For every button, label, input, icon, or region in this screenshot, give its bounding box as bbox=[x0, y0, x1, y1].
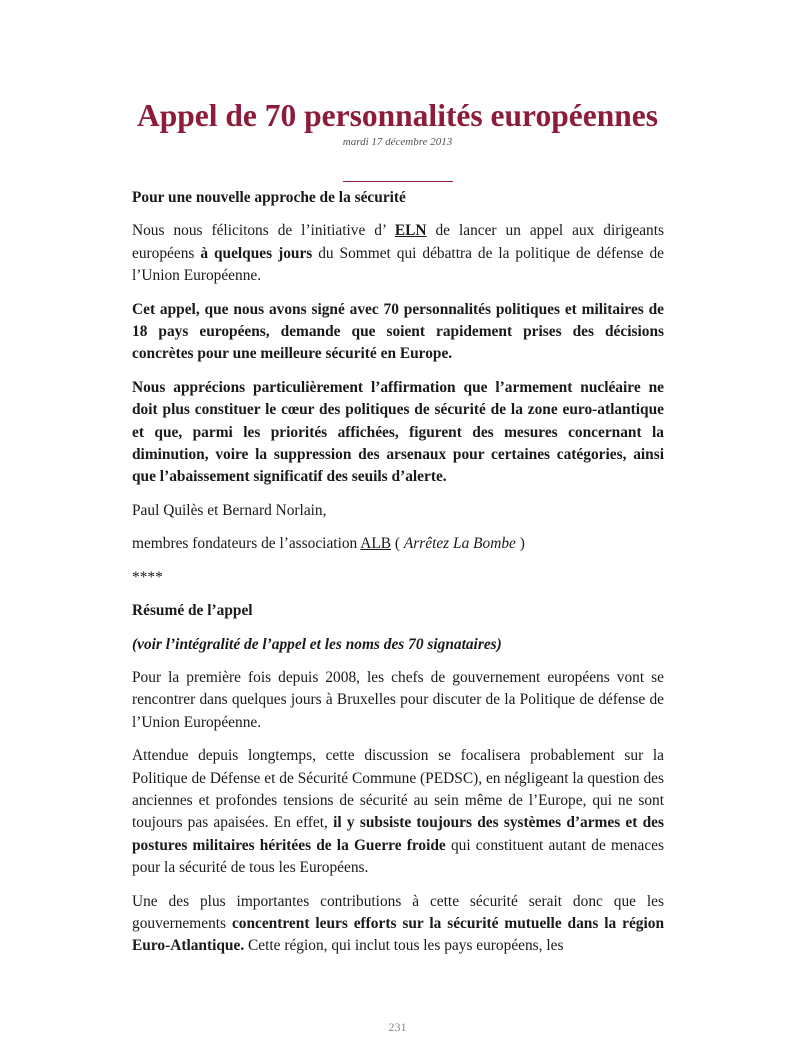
section-heading-summary: Résumé de l’appel bbox=[132, 602, 253, 620]
summary-paragraph-3: Une des plus importantes contributions à cette sécurité serait donc que les gouvernements concentrent leurs efforts sur la sécurité mutuelle dans la région Euro-Atlantique. Cette région, qui inclut tous les pays européens, les bbox=[132, 892, 665, 955]
intro-paragraph-3: Nous apprécions particulièrement l’affirmation que l’armement nucléaire ne doit plus constituer le cœur des politiques de sécurité de la zone euro-atlantique et que, parmi les priorités affichées, figurent des mesures concernant la diminution, voire la suppression des arsenaux pour certaines catégories, ainsi que l’abaissement significatif des seuils d’alerte. bbox=[132, 378, 664, 486]
page-number: 231 bbox=[388, 1020, 407, 1034]
section-heading-intro: Pour une nouvelle approche de la sécurité bbox=[132, 189, 406, 206]
page-title: Appel de 70 personnalités européennes bbox=[137, 98, 658, 133]
signature-line: Paul Quilès et Bernard Norlain, bbox=[132, 501, 327, 519]
members-line: membres fondateurs de l’association ALB ( Arrêtez La Bombe ) bbox=[132, 535, 525, 553]
publication-date: mardi 17 décembre 2013 bbox=[342, 136, 453, 148]
summary-paragraph-2: Attendue depuis longtemps, cette discussion se focalisera probablement sur la Politique de Défense et de Sécurité Commune (PEDSC), en négligeant la question des anciennes et profondes tensions de sécurité au sein même de l’Europe, qui ne sont toujours pas apaisées. En effet, il y subsiste toujours des systèmes d’armes et des postures militaires héritées de la Guerre froide qui constituent autant de menaces pour la sécurité de tous les Européens. bbox=[132, 747, 664, 877]
summary-paragraph-1: Pour la première fois depuis 2008, les chefs de gouvernement européens vont se rencontrer dans quelques jours à Bruxelles pour discuter de la Politique de défense de l’Union Européenne. bbox=[132, 668, 664, 731]
title-divider bbox=[343, 181, 453, 182]
eln-link[interactable]: ELN bbox=[394, 222, 427, 240]
intro-paragraph-1: Nous nous félicitons de l’initiative d’ ELN de lancer un appel aux dirigeants européens à quelques jours du Sommet qui débattra de la politique de défense de l’Union Européenne. bbox=[132, 222, 664, 285]
separator: **** bbox=[132, 568, 163, 586]
full-appeal-link[interactable]: (voir l’intégralité de l’appel et les noms des 70 signataires) bbox=[132, 635, 502, 653]
intro-paragraph-2: Cet appel, que nous avons signé avec 70 personnalités politiques et militaires de 18 pays européens, demande que soient rapidement prises des décisions concrètes pour une meilleure sécurité en Europe. bbox=[132, 300, 664, 363]
article-body bbox=[132, 187, 664, 969]
alb-link[interactable]: ALB bbox=[360, 535, 392, 553]
